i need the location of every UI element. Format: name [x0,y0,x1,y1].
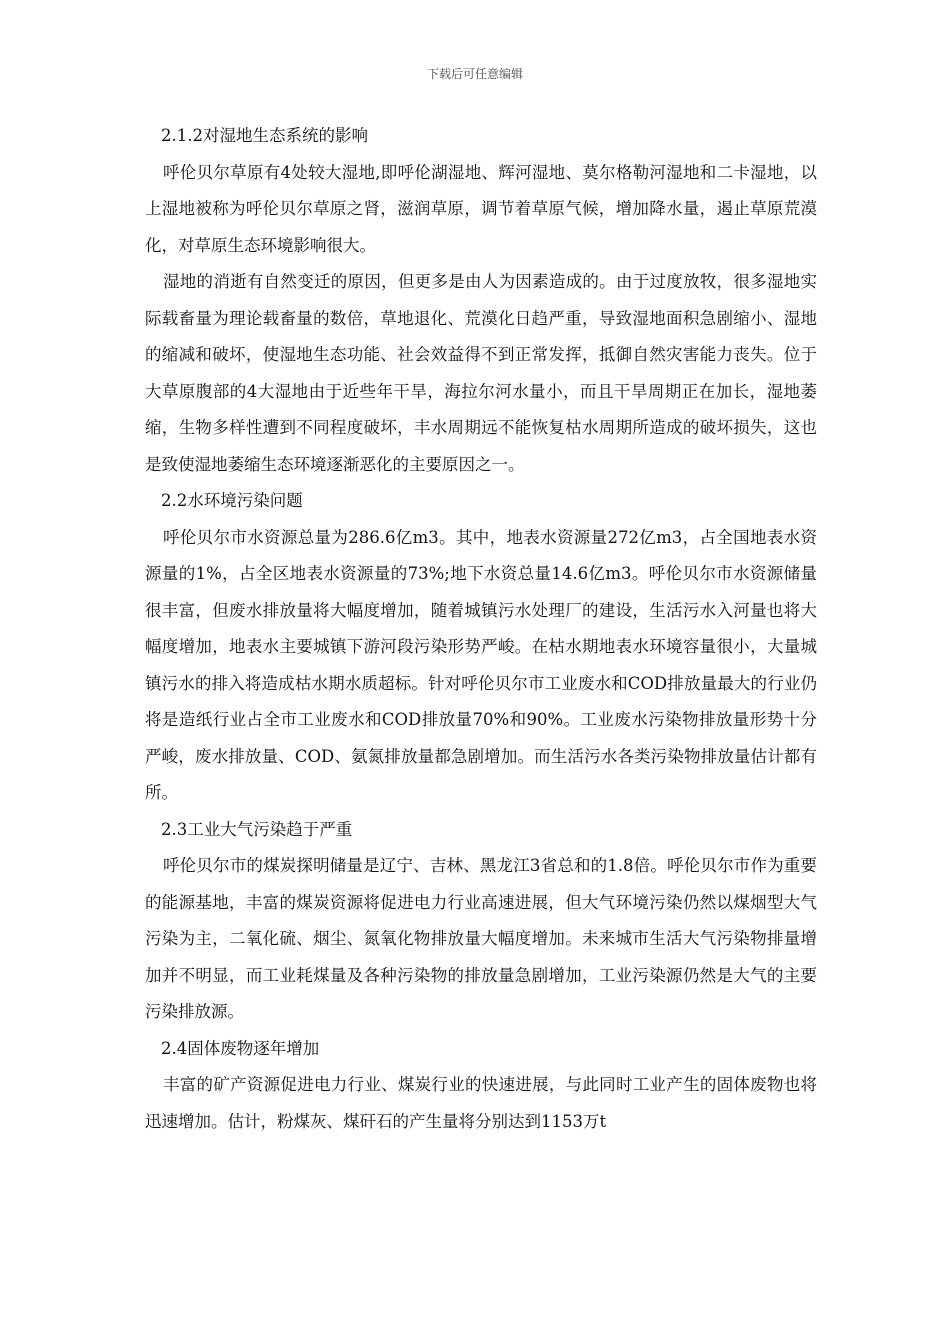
section-heading: 2.1.2对湿地生态系统的影响 [161,126,368,145]
section-water-pollution [145,483,817,812]
section-solid-waste [145,1031,817,1141]
paragraph: 湿地的消逝有自然变迁的原因，但更多是由人为因素造成的。由于过度放牧，很多湿地实际载畜量为理论载畜量的数倍，草地退化、荒漠化日趋严重，导致湿地面积急剧缩小、湿地的缩减和破坏，使湿地生态功能、社会效益得不到正常发挥，抵御自然灾害能力丧失。位于大草原腹部的4大湿地由于近些年干旱，海拉尔河水量小，而且干旱周期正在加长，湿地萎缩，生物多样性遭到不同程度破坏，丰水周期远不能恢复枯水周期所造成的破坏损失，这也是致使湿地萎缩生态环境逐渐恶化的主要原因之一。 [145,272,817,474]
paragraph: 呼伦贝尔草原有4处较大湿地,即呼伦湖湿地、辉河湿地、莫尔格勒河湿地和二卡湿地，以上湿地被称为呼伦贝尔草原之肾，滋润草原，调节着草原气候，增加降水量，遏止草原荒漠化，对草原生态环境影响很大。 [145,162,817,255]
section-heading: 2.3工业大气污染趋于严重 [161,819,353,839]
paragraph: 呼伦贝尔市的煤炭探明储量是辽宁、吉林、黑龙江3省总和的1.8倍。呼伦贝尔市作为重要的能源基地，丰富的煤炭资源将促进电力行业高速进展，但大气环境污染仍然以煤烟型大气污染为主，二氧化硫、烟尘、氮氧化物排放量大幅度增加。未来城市生活大气污染物排量增加并不明显，而工业耗煤量及各种污染物的排放量急剧增加，工业污染源仍然是大气的主要污染排放源。 [145,856,817,1021]
section-wetland-impact [145,118,817,483]
paragraph: 丰富的矿产资源促进电力行业、煤炭行业的快速进展，与此同时工业产生的固体废物也将迅速增加。估计，粉煤灰、煤矸石的产生量将分别达到1153万t [145,1075,817,1131]
paragraph: 呼伦贝尔市水资源总量为286.6亿m3。其中，地表水资源量272亿m3，占全国地表水资源量的1%，占全区地表水资源量的73%;地下水资总量14.6亿m3。呼伦贝尔市水资源储量很丰富，但废水排放量将大幅度增加，随着城镇污水处理厂的建设，生活污水入河量也将大幅度增加，地表水主要城镇下游河段污染形势严峻。在枯水期地表水环境容量很小，大量城镇污水的排入将造成枯水期水质超标。针对呼伦贝尔市工业废水和COD排放量最大的行业仍将是造纸行业占全市工业废水和COD排放量70%和90%。工业废水污染物排放量形势十分严峻，废水排放量、COD、氨氮排放量都急剧增加。而生活污水各类污染物排放量估计都有所。 [145,527,817,802]
section-heading: 2.4固体废物逐年增加 [161,1038,320,1058]
document-body [145,118,817,1140]
section-heading: 2.2水环境污染问题 [161,491,303,510]
page-header: 下载后可任意编辑 [426,67,523,81]
section-air-pollution [145,812,817,1031]
